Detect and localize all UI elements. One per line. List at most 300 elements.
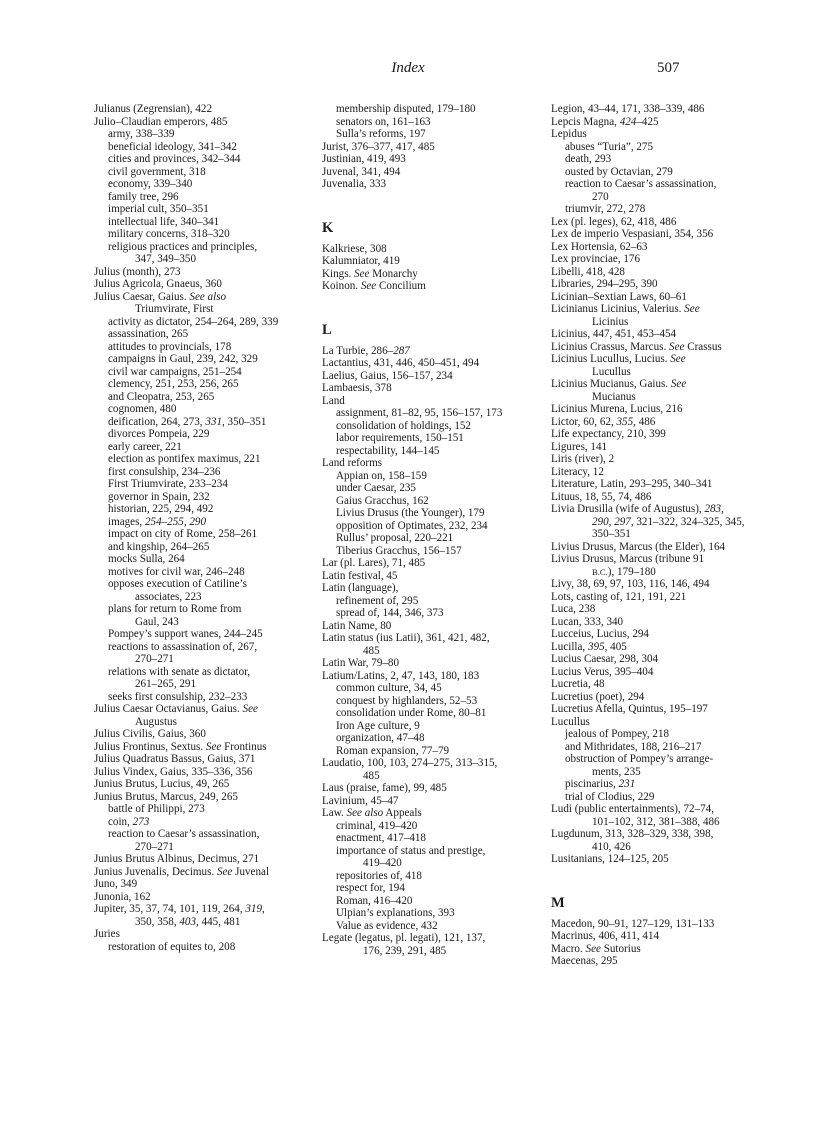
entry-text: Appian on, 158–159 [336,469,427,482]
entry-text: 270–271 [135,653,174,665]
entry-text: 347, 349–350 [135,253,197,265]
index-continuation-line [551,528,763,541]
index-entry [551,266,763,279]
index-subentry [322,495,540,508]
index-entry [551,703,763,716]
entry-text: military concerns, 318–320 [108,228,230,240]
index-subentry [94,828,306,841]
entry-text: Lictor, 60, 62, [551,415,617,428]
index-entry [322,620,540,633]
index-subentry [94,491,306,504]
entry-text: Juvenal [232,865,270,878]
entry-text: first consulship, 234–236 [108,465,221,478]
index-entry [322,166,540,179]
entry-text: ), 179–180 [607,565,656,578]
section-letter-heading: K [322,219,334,236]
entry-text: and Cleopatra, 253, 265 [108,390,215,403]
entry-text: Lepidus [551,128,587,140]
entry-text: Concilium [376,280,426,292]
entry-text: piscinarius, [565,778,619,790]
section-letter-heading: M [551,894,565,911]
index-entry [551,828,763,841]
index-continuation-line [94,678,306,691]
index-entry [322,782,540,795]
entry-text: Koinon. [322,280,361,292]
entry-text: governor in Spain, 232 [108,490,210,503]
entry-text: importance of status and prestige, [336,844,486,857]
index-continuation-line [551,316,763,329]
entry-text: assignment, 81–82, 95, 156–157, 173 [336,407,503,419]
index-subentry [94,228,306,241]
index-subentry [94,516,306,529]
index-entry [551,453,763,466]
index-entry [94,866,306,879]
index-subentry [551,178,763,191]
index-entry [551,853,763,866]
index-entry [322,395,540,408]
index-entry [551,128,763,141]
index-subentry [322,420,540,433]
index-subentry [94,403,306,416]
index-subentry [322,920,540,933]
entry-text: First Triumvirate, 233–234 [108,478,228,490]
entry-text: activity as dictator, 254–264, 289, 339 [108,315,279,328]
index-entry [322,657,540,670]
index-entry [94,703,306,716]
index-entry [551,803,763,816]
index-subentry [322,607,540,620]
index-subentry [322,732,540,745]
index-entry [322,153,540,166]
index-entry [94,903,306,916]
entry-text: Licinius Crassus, Marcus. [551,340,670,353]
index-entry [94,891,306,904]
entry-text: 485 [363,644,380,657]
entry-text: Lots, casting of, 121, 191, 221 [551,590,687,603]
entry-text: Lactantius, 431, 446, 450–451, 494 [322,357,480,369]
index-subentry [94,528,306,541]
index-subentry [322,720,540,733]
index-entry [322,757,540,770]
italic-text: See [684,303,700,315]
entry-text: 101–102, 312, 381–388, 486 [592,815,720,828]
italic-text: See [670,353,686,365]
entry-text: Iron Age culture, 9 [336,719,420,732]
entry-text: opposition of Optimates, 232, 234 [336,519,488,532]
index-entry [94,741,306,754]
entry-text: –425 [636,115,659,128]
index-entry [322,268,540,281]
entry-text: Legate (legatus, pl. legati), 121, 137, [322,932,486,944]
running-header-title: Index [391,60,425,76]
entry-text: ments, 235 [592,765,641,778]
entry-text: Licinius Murena, Lucius, 216 [551,403,683,415]
index-subentry [322,895,540,908]
entry-text: Kings. [322,267,355,280]
index-entry [551,278,763,291]
entry-text: Law. [322,807,347,819]
index-subentry [94,203,306,216]
index-continuation-line [551,516,763,529]
index-entry [551,616,763,629]
index-subentry [322,695,540,708]
index-entry [551,478,763,491]
index-entry [94,878,306,891]
index-subentry [322,407,540,420]
entry-text: Sulla’s reforms, 197 [336,128,426,140]
entry-text: Lex Hortensia, 62–63 [551,240,648,253]
entry-text: associates, 223 [135,590,202,603]
entry-text: historian, 225, 294, 492 [108,503,214,515]
index-column-3 [551,103,763,968]
index-subentry [94,378,306,391]
entry-text: Julius Quadratus Bassus, Gaius, 371 [94,753,256,765]
index-subentry [94,816,306,829]
entry-text: Life expectancy, 210, 399 [551,428,666,440]
italic-text: 395 [587,640,605,653]
index-entry [322,557,540,570]
index-subentry [551,166,763,179]
entry-text: Livy, 38, 69, 97, 103, 116, 146, 494 [551,578,710,590]
entry-text: Licinianus Licinius, Valerius. [551,303,685,315]
entry-text: 270–271 [135,840,174,853]
index-entry [551,716,763,729]
entry-text: Lex (pl. leges), 62, 418, 486 [551,215,677,228]
entry-text: plans for return to Rome from [108,603,242,615]
entry-text: images, [108,515,145,528]
index-entry [551,930,763,943]
entry-text: 176, 239, 291, 485 [363,944,447,957]
index-subentry [94,341,306,354]
entry-text: divorces Pompeia, 229 [108,428,210,440]
index-subentry [322,545,540,558]
index-entry [322,382,540,395]
entry-text: Lituus, 18, 55, 74, 486 [551,490,652,503]
entry-text: battle of Philippi, 273 [108,803,205,815]
entry-text: Livius Drusus (the Younger), 179 [336,507,485,519]
entry-text: Juvenalia, 333 [322,178,387,190]
entry-text: Pompey’s support wanes, 244–245 [108,628,263,640]
index-subentry [94,316,306,329]
index-entry [94,928,306,941]
entry-text: abuses “Turia”, 275 [565,140,654,153]
index-entry [551,328,763,341]
entry-text: Lex provinciae, 176 [551,253,641,265]
italic-text: 424 [619,115,637,128]
index-subentry [322,470,540,483]
index-subentry [322,870,540,883]
index-entry [322,357,540,370]
index-entry [94,278,306,291]
entry-text: Triumvirate, First [135,303,214,315]
index-subentry [551,791,763,804]
entry-text: Julius Vindex, Gaius, 335–336, 356 [94,765,253,778]
entry-text: mocks Sulla, 264 [108,553,185,565]
entry-text: Ulpian’s explanations, 393 [336,907,455,919]
index-continuation-line [551,766,763,779]
section-spacer [322,293,540,321]
index-subentry [94,366,306,379]
small-caps-text: B.C. [592,566,608,577]
entry-text: reaction to Caesar’s assassination, [565,178,717,190]
entry-text: Lucretius (poet), 294 [551,690,645,703]
italic-text: See [669,340,685,353]
index-subentry [94,153,306,166]
index-subentry [94,441,306,454]
index-continuation-line [94,916,306,929]
entry-text: Libraries, 294–295, 390 [551,278,658,290]
entry-text: Sutorius [600,942,641,955]
entry-text: Julio–Claudian emperors, 485 [94,115,228,128]
index-entry [94,728,306,741]
entry-text: Licinius [592,315,629,328]
entry-text: Latin (language), [322,582,399,594]
entry-text: Julianus (Zegrensian), 422 [94,103,212,115]
entry-text: Literacy, 12 [551,465,604,478]
index-entry [551,116,763,129]
index-entry [551,228,763,241]
index-subentry [551,741,763,754]
italic-text: See also [346,807,384,819]
entry-text: Macro. [551,942,586,955]
index-subentry [94,191,306,204]
index-subentry [94,628,306,641]
index-entry [551,353,763,366]
entry-text: Liris (river), 2 [551,453,615,465]
page-number: 507 [657,60,680,76]
entry-text: Julius Civilis, Gaius, 360 [94,728,206,740]
index-subentry [94,128,306,141]
entry-text: deification, 264, 273, [108,415,206,428]
index-entry [551,441,763,454]
index-entry [551,641,763,654]
index-subentry [551,141,763,154]
entry-text: Lavinium, 45–47 [322,794,399,807]
entry-text: Julius Caesar, Gaius. [94,290,190,303]
index-entry [551,943,763,956]
index-entry [551,291,763,304]
entry-text: , 486 [633,415,656,428]
entry-text: early career, 221 [108,440,182,453]
entry-text: Lucius Caesar, 298, 304 [551,653,659,665]
entry-text: reaction to Caesar’s assassination, [108,828,260,840]
entry-text: respectability, 144–145 [336,444,440,457]
italic-text: 273 [132,815,150,828]
entry-text: motives for civil war, 246–248 [108,565,245,578]
italic-text: 283 [704,503,722,515]
entry-text: 270 [592,190,609,203]
entry-text: Literature, Latin, 293–295, 340–341 [551,478,713,490]
index-continuation-line [551,816,763,829]
index-entry [322,345,540,358]
index-continuation-line [94,591,306,604]
entry-text: Mucianus [592,390,636,403]
entry-text: Roman, 416–420 [336,894,413,907]
entry-text: Lugdunum, 313, 328–329, 338, 398, [551,828,714,840]
entry-text: Latin Name, 80 [322,619,392,632]
index-continuation-line [94,653,306,666]
entry-text: common culture, 34, 45 [336,682,442,694]
entry-text: Kalkriese, 308 [322,242,387,255]
entry-text: , 405 [604,640,627,653]
entry-text: organization, 47–48 [336,732,425,744]
entry-text: Laudatio, 100, 103, 274–275, 313–315, [322,757,498,769]
entry-text: 350, 358, [135,915,180,928]
index-subentry [94,166,306,179]
italic-text: See [585,942,601,955]
entry-text: Lucilla, [551,640,588,653]
index-entry [322,243,540,256]
index-entry [551,303,763,316]
italic-text: 355 [616,415,634,428]
index-subentry [94,666,306,679]
index-subentry [94,416,306,429]
entry-text: Julius Frontinus, Sextus. [94,740,206,753]
index-subentry [322,128,540,141]
index-entry [551,918,763,931]
entry-text: , 350–351 [222,415,267,428]
index-subentry [322,432,540,445]
entry-text: death, 293 [565,153,612,165]
index-entry [322,457,540,470]
entry-text: imperial cult, 350–351 [108,203,209,215]
entry-text: Junius Brutus, Marcus, 249, 265 [94,790,238,803]
index-entry [551,103,763,116]
index-subentry [322,845,540,858]
entry-text: membership disputed, 179–180 [336,103,476,115]
entry-text: Latium/Latins, 2, 47, 143, 180, 183 [322,669,480,682]
index-subentry [94,603,306,616]
index-entry [94,291,306,304]
index-entry [94,853,306,866]
entry-text: Tiberius Gracchus, 156–157 [336,544,462,557]
entry-text: restoration of equites to, 208 [108,940,236,953]
entry-text: Ludi (public entertainments), 72–74, [551,803,714,815]
entry-text: Latin festival, 45 [322,569,398,582]
index-subentry [322,707,540,720]
italic-text: See [354,267,370,280]
index-subentry [322,595,540,608]
index-continuation-line [322,857,540,870]
index-entry [551,678,763,691]
index-entry [551,591,763,604]
entry-text: repositories of, 418 [336,869,422,882]
index-entry [551,491,763,504]
entry-text: Licinius Lucullus, Lucius. [551,353,671,365]
entry-text: Value as evidence, 432 [336,919,438,932]
entry-text: Lucretia, 48 [551,678,605,690]
index-entry [551,253,763,266]
index-subentry [94,428,306,441]
index-subentry [94,578,306,591]
index-subentry [94,328,306,341]
entry-text: Monarchy [369,267,418,280]
entry-text: cities and provinces, 342–344 [108,153,241,165]
index-entry [322,570,540,583]
entry-text: Latin status (ius Latii), 361, 421, 482, [322,632,490,644]
entry-text: attitudes to provincials, 178 [108,340,232,353]
section-letter-heading: L [322,321,332,338]
entry-text: Licinian–Sextian Laws, 60–61 [551,290,687,303]
section-spacer [322,191,540,219]
index-entry [322,632,540,645]
index-column-2 [322,103,540,957]
index-subentry [94,466,306,479]
entry-text: criminal, 419–420 [336,819,418,832]
index-subentry [94,391,306,404]
index-continuation-line [94,253,306,266]
index-subentry [94,553,306,566]
entry-text: Julius Agricola, Gnaeus, 360 [94,278,222,290]
index-entry [322,141,540,154]
entry-text: Julius (month), 273 [94,265,181,278]
entry-text: Junonia, 162 [94,890,151,903]
index-entry [94,103,306,116]
italic-text: 331 [205,415,222,428]
entry-text: Jurist, 376–377, 417, 485 [322,140,435,153]
italic-text: 403 [179,915,197,928]
entry-text: Crassus [684,340,722,353]
index-entry [551,628,763,641]
italic-text: 319 [245,903,263,915]
entry-text: Ligures, 141 [551,440,608,453]
entry-text: senators on, 161–163 [336,115,431,128]
entry-text: cognomen, 480 [108,403,177,415]
entry-text: opposes execution of Catiline’s [108,578,247,590]
italic-text: See [216,865,233,878]
entry-text: Livia Drusilla (wife of Augustus), [551,503,705,515]
index-subentry [94,566,306,579]
entry-text: economy, 339–340 [108,178,193,190]
index-continuation-line [94,841,306,854]
entry-text: Jupiter, 35, 37, 74, 101, 119, 264, [94,903,246,915]
entry-text: impact on city of Rome, 258–261 [108,528,258,540]
entry-text: Juvenal, 341, 494 [322,165,401,178]
index-subentry [551,153,763,166]
entry-text: intellectual life, 340–341 [108,215,220,228]
entry-text: consolidation under Rome, 80–81 [336,707,487,719]
entry-text: reactions to assassination of, 267, [108,640,258,653]
index-continuation-line [94,616,306,629]
italic-text: See also [189,290,227,303]
index-subentry [94,216,306,229]
index-entry [94,116,306,129]
entry-text: 485 [363,769,380,782]
entry-text: ousted by Octavian, 279 [565,165,673,178]
index-entry [551,603,763,616]
entry-text: Roman expansion, 77–79 [336,744,450,757]
entry-text: trial of Clodius, 229 [565,790,655,803]
index-entry [94,266,306,279]
italic-text: 231 [618,778,636,790]
index-entry [322,582,540,595]
entry-text: 350–351 [592,528,631,540]
index-entry [551,428,763,441]
index-entry [322,370,540,383]
italic-text: See [670,378,687,390]
entry-text: jealous of Pompey, 218 [565,728,670,740]
index-entry [322,807,540,820]
entry-text: Kalumniator, 419 [322,255,400,267]
entry-text: Frontinus [221,740,267,753]
index-subentry [322,116,540,129]
entry-text: , [721,503,724,515]
index-subentry [322,532,540,545]
section-spacer [551,866,763,894]
entry-text: refinement of, 295 [336,594,419,607]
entry-text: 419–420 [363,857,402,869]
index-entry [551,216,763,229]
